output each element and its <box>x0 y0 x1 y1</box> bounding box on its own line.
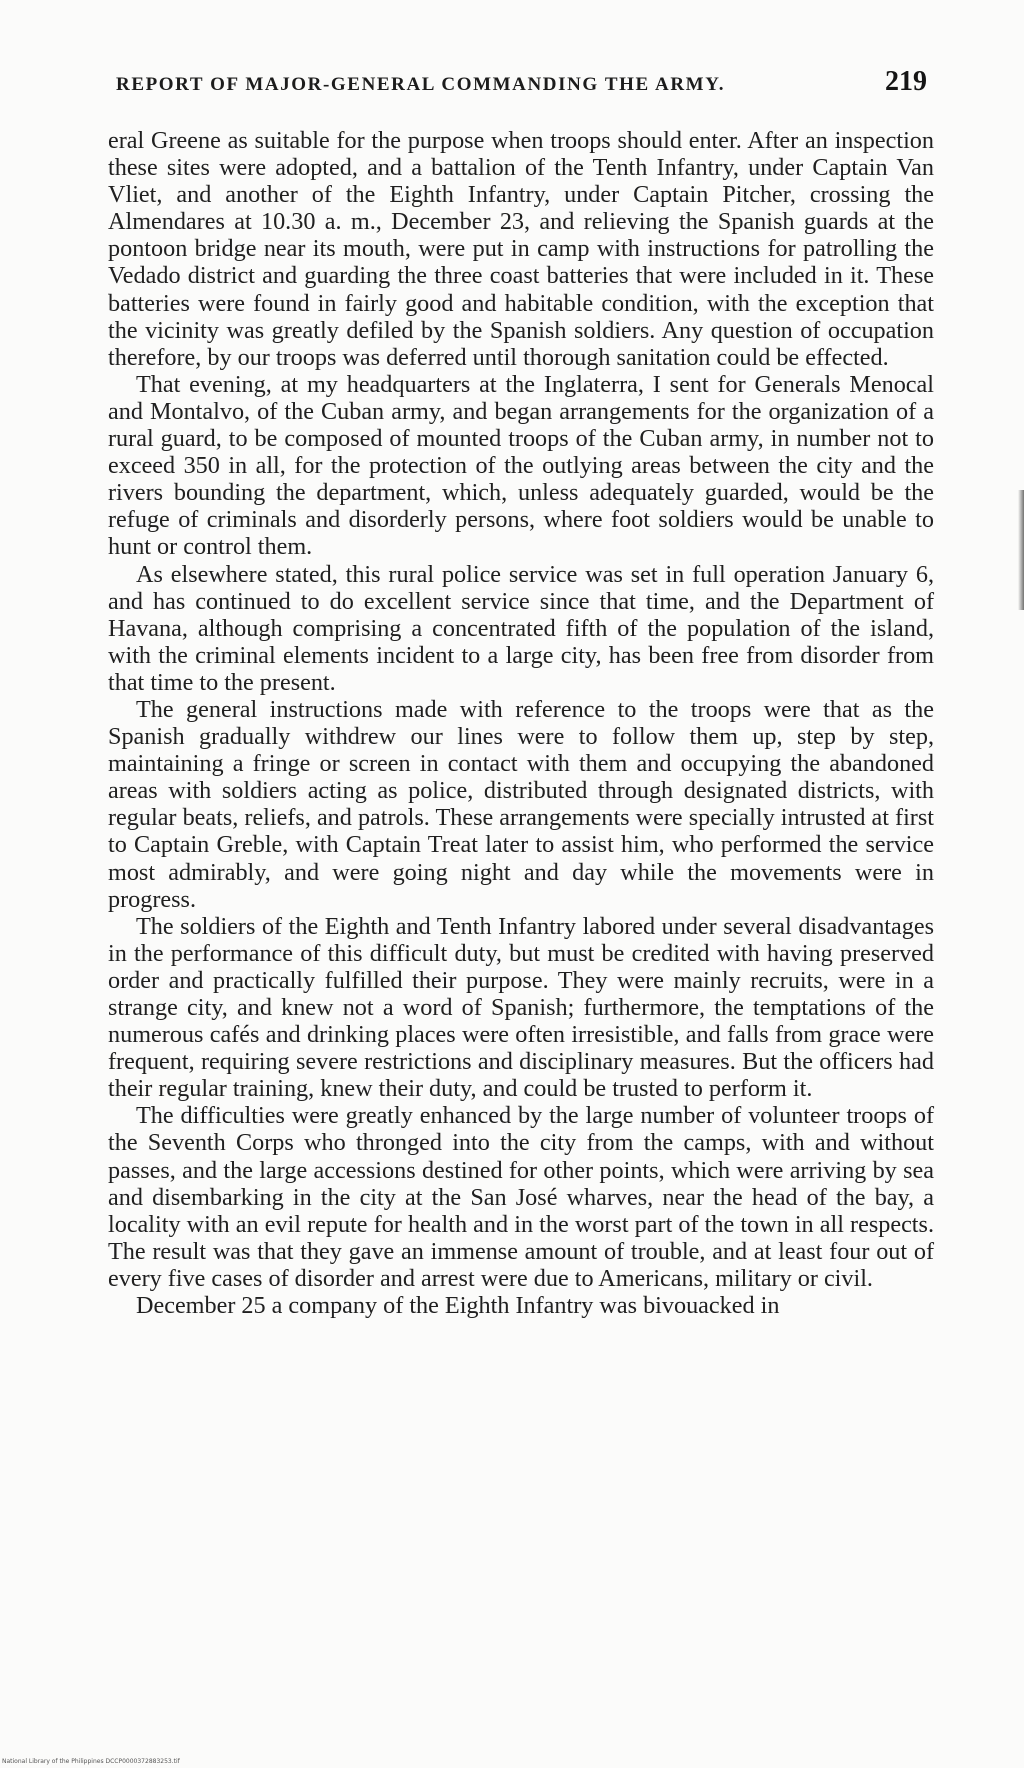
running-head: REPORT OF MAJOR-GENERAL COMMANDING THE ARMY. <box>116 74 726 95</box>
page-number: 219 <box>885 66 927 97</box>
paragraph: eral Greene as suitable for the purpose when troops should enter. After an inspection these sites were adopted, and a battalion of the Tenth Infantry, under Captain Van Vliet, and another of the Eighth Infantry, under Captain Pitcher, crossing the Almendares at 10.30 a. m., December 23, and relieving the Spanish guards at the pontoon bridge near its mouth, were put in camp with instructions for patrolling the Vedado district and guarding the three coast batteries that were included in it. These batteries were found in fairly good and habitable condition, with the exception that the vicinity was greatly defiled by the Spanish soldiers. Any question of occupation therefore, by our troops was deferred until thorough sanitation could be effected. <box>108 127 934 371</box>
scan-footer-note: National Library of the Philippines DCCP0000372883253.tif <box>2 1758 180 1765</box>
paragraph: As elsewhere stated, this rural police service was set in full operation January 6, and has continued to do excellent service since that time, and the Department of Havana, although comprising a concentrated fifth of the population of the island, with the criminal elements incident to a large city, has been free from disorder from that time to the present. <box>108 560 934 696</box>
paragraph: The soldiers of the Eighth and Tenth Infantry labored under several disadvantages in the performance of this difficult duty, but must be credited with having preserved order and practically fulfilled their purpose. They were mainly recruits, were in a strange city, and knew not a word of Spanish; furthermore, the temptations of the numerous cafés and drinking places were often irresistible, and falls from grace were frequent, requiring severe restrictions and disciplinary measures. But the officers had their regular training, knew their duty, and could be trusted to perform it. <box>108 912 934 1103</box>
scan-edge-shadow <box>1018 490 1024 610</box>
body-text <box>108 127 934 1319</box>
page-header <box>112 66 927 106</box>
paragraph: That evening, at my headquarters at the Inglaterra, I sent for Generals Menocal and Montalvo, of the Cuban army, and began arrangements for the organization of a rural guard, to be composed of mounted troops of the Cuban army, in number not to exceed 350 in all, for the protection of the outlying areas between the city and the rivers bounding the department, which, unless adequately guarded, would be the refuge of criminals and disorderly persons, where foot soldiers would be unable to hunt or control them. <box>108 370 934 561</box>
paragraph: The general instructions made with reference to the troops were that as the Spanish gradually withdrew our lines were to follow them up, step by step, maintaining a fringe or screen in contact with them and occupying the abandoned areas with soldiers acting as police, distributed through designated districts, with regular beats, reliefs, and patrols. These arrangements were specially intrusted at first to Captain Greble, with Captain Treat later to assist him, who performed the service most admirably, and were going night and day while the movements were in progress. <box>108 695 934 913</box>
paragraph: The difficulties were greatly enhanced by the large number of volunteer troops of the Seventh Corps who thronged into the city from the camps, with and without passes, and the large accessions destined for other points, which were arriving by sea and disembarking in the city at the San José wharves, near the head of the bay, a locality with an evil repute for health and in the worst part of the town in all respects. The result was that they gave an immense amount of trouble, and at least four out of every five cases of disorder and arrest were due to Americans, military or civil. <box>108 1102 934 1292</box>
paragraph: December 25 a company of the Eighth Infantry was bivouacked in <box>136 1292 780 1320</box>
